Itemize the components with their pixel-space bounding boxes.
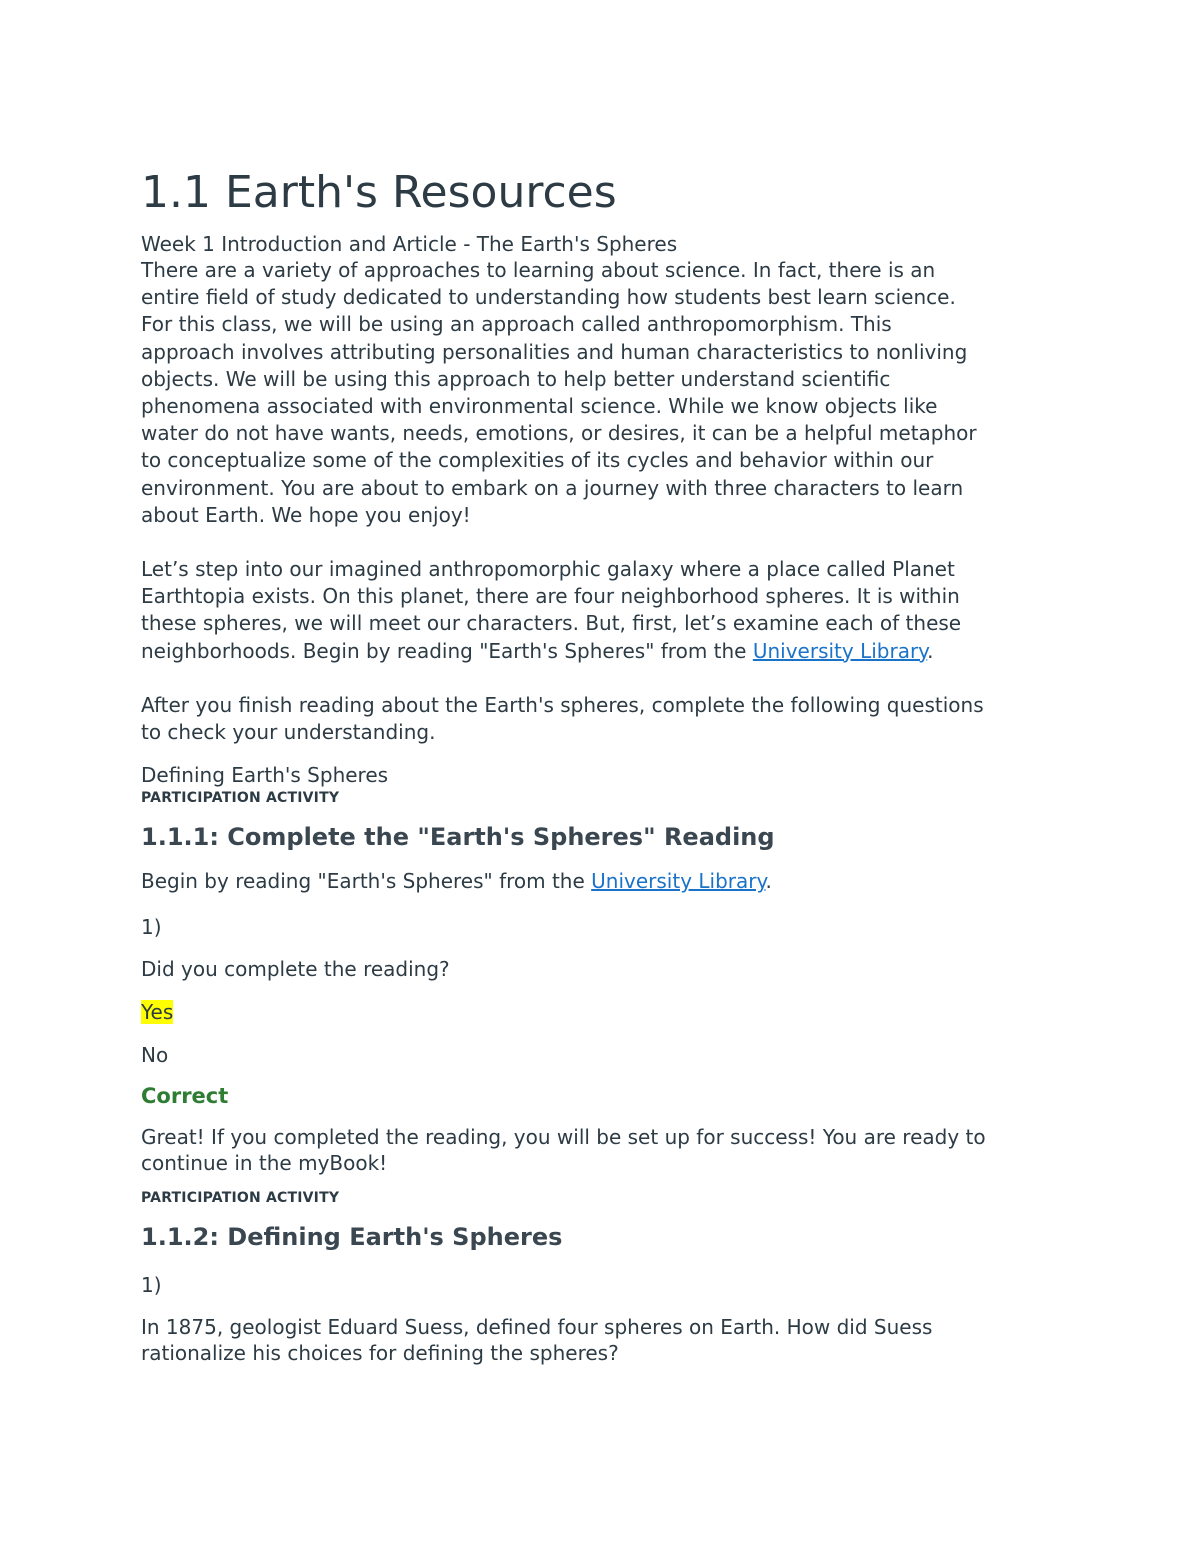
selected-answer: Yes xyxy=(141,1000,174,1025)
text-line: these spheres, we will meet our characters. But, first, let’s examine each of these xyxy=(141,611,962,636)
question-number: 1) xyxy=(141,915,162,940)
text-line xyxy=(141,638,1061,665)
text-line: about Earth. We hope you enjoy! xyxy=(141,502,471,527)
text-fragment: . xyxy=(927,638,934,663)
text-line: entire field of study dedicated to understanding how students best learn science. xyxy=(141,285,956,310)
text-line: For this class, we will be using an approach called anthropomorphism. This xyxy=(141,312,892,337)
question-number: 1) xyxy=(141,1273,162,1298)
intro-paragraph xyxy=(141,257,1061,529)
text-line: phenomena associated with environmental science. While we know objects like xyxy=(141,394,938,419)
text-line: environment. You are about to embark on a journey with three characters to learn xyxy=(141,475,964,500)
text-line: to check your understanding. xyxy=(141,720,436,745)
text-line: Let’s step into our imagined anthropomorphic galaxy where a place called Planet xyxy=(141,557,955,582)
text-fragment: Begin by reading "Earth's Spheres" from the xyxy=(141,869,592,894)
feedback-status: Correct xyxy=(141,1084,229,1109)
text-line: approach involves attributing personalities and human characteristics to nonliving xyxy=(141,339,968,364)
text-fragment: . xyxy=(765,869,772,894)
text-fragment: neighborhoods. Begin by reading "Earth's Spheres" from the xyxy=(141,638,753,663)
participation-activity-label: PARTICIPATION ACTIVITY xyxy=(141,790,340,807)
answer-option-no[interactable]: No xyxy=(141,1043,169,1068)
document-page xyxy=(141,165,1061,1366)
question-text: Did you complete the reading? xyxy=(141,957,450,982)
university-library-link[interactable]: University Library xyxy=(752,638,928,663)
activity-title: 1.1.2: Defining Earth's Spheres xyxy=(141,1223,563,1252)
text-line: rationalize his choices for defining the spheres? xyxy=(141,1341,619,1366)
galaxy-paragraph xyxy=(141,556,1061,665)
activity-title: 1.1.1: Complete the "Earth's Spheres" Reading xyxy=(141,823,775,852)
text-line: continue in the myBook! xyxy=(141,1151,388,1176)
activity-instruction xyxy=(141,868,1061,894)
instructions-paragraph xyxy=(141,692,1061,746)
university-library-link[interactable]: University Library xyxy=(591,869,766,894)
feedback-text xyxy=(141,1124,1061,1176)
answer-option-yes[interactable] xyxy=(141,999,1061,1025)
participation-activity-label: PARTICIPATION ACTIVITY xyxy=(141,1190,340,1207)
text-line: to conceptualize some of the complexities of its cycles and behavior within our xyxy=(141,448,934,473)
text-line: objects. We will be using this approach to help better understand scientific xyxy=(141,366,891,391)
page-subtitle: Week 1 Introduction and Article - The Earth's Spheres xyxy=(141,232,678,256)
page-title: 1.1 Earth's Resources xyxy=(141,167,617,218)
text-line: water do not have wants, needs, emotions, or desires, it can be a helpful metaphor xyxy=(141,421,977,446)
text-line: There are a variety of approaches to learning about science. In fact, there is an xyxy=(141,258,936,282)
question-text xyxy=(141,1314,1061,1366)
section-heading: Defining Earth's Spheres xyxy=(141,763,389,788)
text-line: Great! If you completed the reading, you will be set up for success! You are ready to xyxy=(141,1125,986,1150)
text-line: In 1875, geologist Eduard Suess, defined four spheres on Earth. How did Suess xyxy=(141,1315,933,1340)
text-line: After you finish reading about the Earth's spheres, complete the following questions xyxy=(141,692,984,717)
text-line: Earthtopia exists. On this planet, there are four neighborhood spheres. It is within xyxy=(141,584,960,609)
